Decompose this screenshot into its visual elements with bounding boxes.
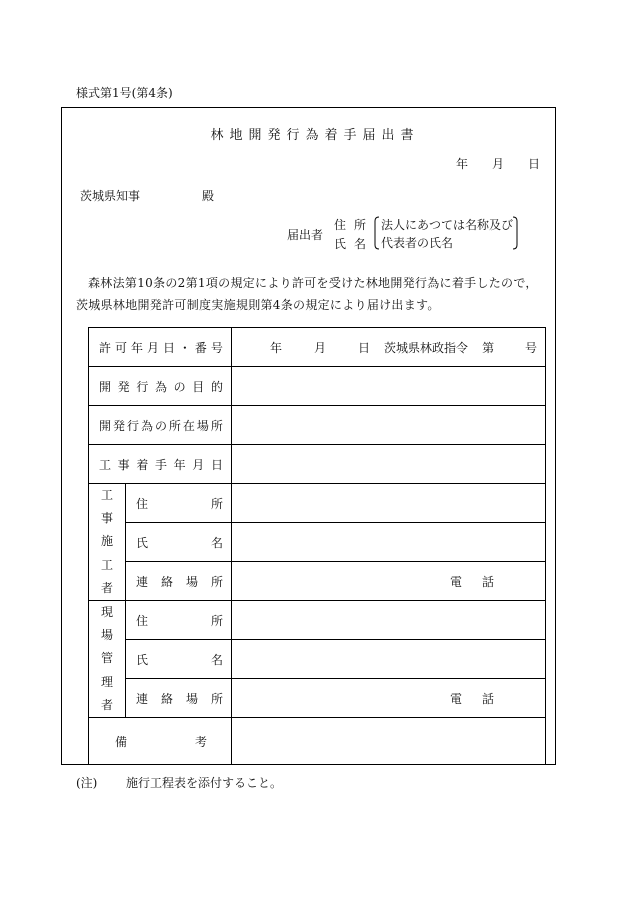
label-char: 話: [481, 691, 494, 706]
location-value[interactable]: [232, 406, 546, 445]
label-char: 住: [136, 496, 149, 511]
row-start-date: [89, 445, 546, 484]
location-label: [89, 406, 232, 445]
label-char: 開: [99, 379, 112, 394]
label-char: 年: [173, 457, 186, 472]
manager-address-value[interactable]: [232, 601, 546, 640]
label-char: 場: [185, 574, 198, 589]
label-char: 着: [136, 457, 149, 472]
body-text: 森林法第10条の2第1項の規定により許可を受けた林地開発行為に着手したので，茨城県林地開発許可制度実施規則第4条の規定により届け出ます。: [76, 276, 538, 312]
label-char: 事: [117, 457, 130, 472]
contractor-contact-value[interactable]: [232, 562, 546, 601]
permit-year: 年: [270, 340, 283, 355]
label-char: 為: [154, 379, 167, 394]
purpose-label: [89, 367, 232, 406]
label-char: 発: [117, 379, 130, 394]
label-char: 開: [99, 418, 112, 433]
label-char: 場: [185, 691, 198, 706]
label-char: 所: [210, 574, 223, 589]
row-permit: [89, 328, 546, 367]
contractor-name-value[interactable]: [232, 523, 546, 562]
label-char: 話: [481, 574, 494, 589]
row-remarks: [89, 718, 546, 765]
label-char: 場: [100, 628, 113, 643]
label-char: 管: [100, 651, 113, 666]
label-char: 行: [136, 379, 149, 394]
label-char: 所: [210, 418, 223, 433]
row-manager-name: [89, 640, 546, 679]
label-char: 者: [100, 580, 113, 595]
permit-agency: 茨城県林政指令: [384, 340, 469, 355]
start-date-label: [89, 445, 232, 484]
label-char: 所: [210, 496, 223, 511]
permit-value-parts: [232, 339, 545, 356]
label-char: 目: [192, 379, 205, 394]
label-char: 事: [100, 511, 113, 526]
label-char: 氏: [136, 535, 149, 550]
label-char: 発: [112, 418, 125, 433]
form-title: 林地開発行為着手届出書: [210, 128, 420, 143]
contractor-address-label: [126, 484, 232, 523]
purpose-value[interactable]: [232, 367, 546, 406]
row-purpose: [89, 367, 546, 406]
label-char: 日: [162, 340, 175, 355]
label-char: 者: [100, 697, 113, 712]
label-char: 可: [114, 340, 127, 355]
label-char: 備: [115, 734, 128, 749]
row-manager-address: [89, 601, 546, 640]
applicant-note: [373, 216, 523, 250]
permit-day: 日: [358, 340, 371, 355]
applicant-label: 届出者: [287, 228, 324, 242]
label-char: 月: [192, 457, 205, 472]
main-table: [88, 327, 546, 765]
label-char: 現: [100, 605, 113, 620]
label-char: 工: [100, 557, 113, 572]
label-char: 所: [210, 613, 223, 628]
row-contractor-contact: [89, 562, 546, 601]
start-date-value[interactable]: [232, 445, 546, 484]
label-char: 的: [210, 379, 223, 394]
manager-phone-label: [450, 690, 494, 707]
addressee-honorific: 殿: [202, 189, 215, 203]
permit-value[interactable]: [232, 328, 546, 367]
label-char: 所: [168, 418, 181, 433]
label-char: 工: [100, 488, 113, 503]
label-char: 在: [182, 418, 195, 433]
label-char: 月: [146, 340, 159, 355]
manager-group-label: [89, 601, 126, 718]
date-day: 日: [528, 157, 541, 171]
manager-contact-value[interactable]: [232, 679, 546, 718]
label-char: 電: [450, 574, 463, 589]
manager-contact-label: [126, 679, 232, 718]
label-char: 名: [210, 535, 223, 550]
label-char: 場: [196, 418, 209, 433]
date-year: 年: [456, 157, 469, 171]
label-char: 工: [99, 457, 112, 472]
contractor-phone-label: [450, 573, 494, 590]
contractor-name-label: [126, 523, 232, 562]
applicant-address-label: 住所: [334, 218, 375, 232]
footnote-mark: (注): [76, 776, 98, 790]
label-char: の: [173, 379, 186, 394]
applicant-name-label: 氏名: [334, 237, 375, 251]
permit-label: [89, 328, 232, 367]
row-manager-contact: [89, 679, 546, 718]
label-char: 考: [194, 734, 207, 749]
label-char: 連: [136, 574, 149, 589]
manager-name-value[interactable]: [232, 640, 546, 679]
label-char: 行: [126, 418, 139, 433]
label-char: 理: [100, 674, 113, 689]
permit-no-prefix: 第: [482, 340, 495, 355]
label-char: 施: [100, 534, 113, 549]
contractor-address-value[interactable]: [232, 484, 546, 523]
label-char: 氏: [136, 652, 149, 667]
form-number: 様式第1号(第4条): [76, 86, 173, 100]
label-char: 連: [136, 691, 149, 706]
manager-address-label: [126, 601, 232, 640]
date-month: 月: [492, 157, 505, 171]
permit-no-suffix: 号: [524, 340, 537, 355]
label-char: 日: [210, 457, 223, 472]
label-char: 名: [210, 652, 223, 667]
footnote-text: 施行工程表を添付すること。: [126, 776, 283, 790]
contractor-group-label: [89, 484, 126, 601]
label-char: ・: [178, 340, 191, 355]
applicant-note-line1: 法人にあつては名称及び: [381, 218, 514, 232]
label-char: 号: [210, 340, 223, 355]
label-char: の: [154, 418, 167, 433]
applicant-note-line2: 代表者の氏名: [381, 236, 454, 250]
row-contractor-address: [89, 484, 546, 523]
label-char: 年: [130, 340, 143, 355]
label-char: 絡: [160, 691, 173, 706]
addressee: 茨城県知事: [80, 189, 141, 203]
label-char: 絡: [160, 574, 173, 589]
label-char: 許: [99, 340, 112, 355]
label-char: 所: [210, 691, 223, 706]
row-contractor-name: [89, 523, 546, 562]
label-char: 住: [136, 613, 149, 628]
manager-name-label: [126, 640, 232, 679]
label-char: 電: [450, 691, 463, 706]
permit-month: 月: [314, 340, 327, 355]
remarks-label: [89, 718, 232, 765]
label-char: 手: [154, 457, 167, 472]
label-char: 番: [194, 340, 207, 355]
label-char: 為: [140, 418, 153, 433]
row-location: [89, 406, 546, 445]
contractor-contact-label: [126, 562, 232, 601]
remarks-value[interactable]: [232, 718, 546, 765]
